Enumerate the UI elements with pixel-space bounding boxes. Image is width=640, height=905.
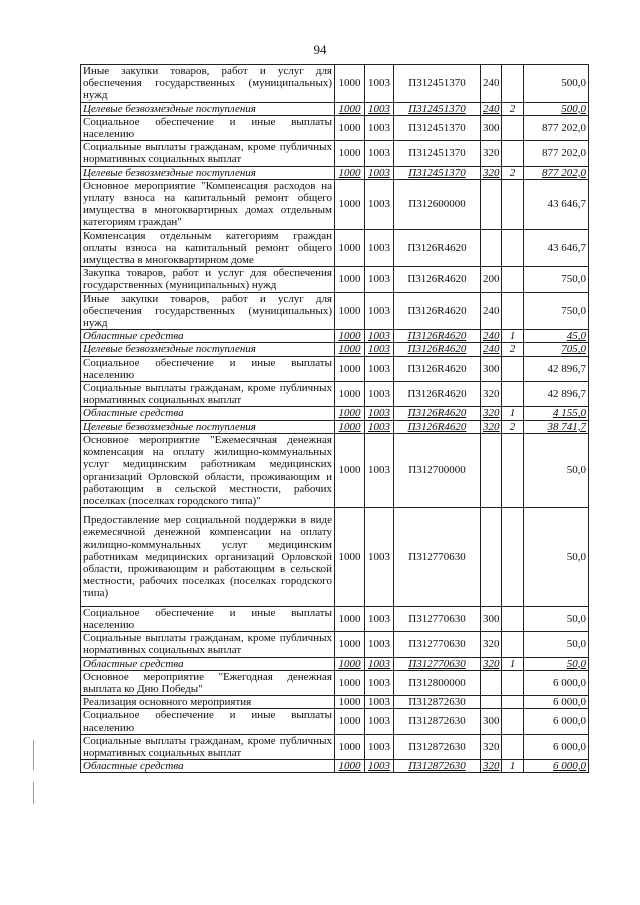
section-code-cell: 1000	[335, 407, 365, 420]
row-name-cell: Реализация основного мероприятия	[81, 696, 335, 709]
amount-cell: 43 646,7	[524, 229, 589, 267]
funding-source-code-cell	[502, 734, 524, 759]
funding-source-code-cell	[502, 292, 524, 330]
row-name-cell: Областные средства	[81, 760, 335, 773]
target-article-code-cell: П312451370	[394, 102, 481, 115]
budget-table	[80, 64, 589, 773]
amount-cell: 45,0	[524, 330, 589, 343]
amount-cell: 500,0	[524, 65, 589, 103]
funding-source-code-cell	[502, 65, 524, 103]
table-row	[81, 420, 589, 433]
subsection-code-cell: 1003	[365, 343, 394, 356]
subsection-code-cell: 1003	[365, 760, 394, 773]
table-row	[81, 696, 589, 709]
row-name-cell: Социальное обеспечение и иные выплаты населению	[81, 115, 335, 140]
target-article-code-cell: П3126R4620	[394, 420, 481, 433]
table-row	[81, 229, 589, 267]
budget-table-body	[81, 65, 589, 773]
table-row	[81, 343, 589, 356]
amount-cell: 877 202,0	[524, 115, 589, 140]
subsection-code-cell: 1003	[365, 606, 394, 631]
row-name-cell: Областные средства	[81, 330, 335, 343]
target-article-code-cell: П312700000	[394, 433, 481, 507]
target-article-code-cell: П312872630	[394, 696, 481, 709]
table-row	[81, 356, 589, 381]
funding-source-code-cell: 2	[502, 166, 524, 179]
expense-type-code-cell: 240	[481, 292, 502, 330]
row-name-cell: Социальные выплаты гражданам, кроме публичных нормативных социальных выплат	[81, 632, 335, 657]
funding-source-code-cell	[502, 229, 524, 267]
section-code-cell: 1000	[335, 670, 365, 695]
expense-type-code-cell: 320	[481, 760, 502, 773]
table-row	[81, 102, 589, 115]
table-row	[81, 709, 589, 734]
table-row	[81, 141, 589, 166]
section-code-cell: 1000	[335, 115, 365, 140]
section-code-cell: 1000	[335, 330, 365, 343]
table-row	[81, 606, 589, 631]
section-code-cell: 1000	[335, 508, 365, 607]
row-name-cell: Целевые безвозмездные поступления	[81, 343, 335, 356]
expense-type-code-cell	[481, 433, 502, 507]
table-row	[81, 670, 589, 695]
row-name-cell: Социальное обеспечение и иные выплаты населению	[81, 709, 335, 734]
funding-source-code-cell	[502, 696, 524, 709]
subsection-code-cell: 1003	[365, 734, 394, 759]
amount-cell: 500,0	[524, 102, 589, 115]
funding-source-code-cell: 2	[502, 420, 524, 433]
target-article-code-cell: П312451370	[394, 141, 481, 166]
target-article-code-cell: П312600000	[394, 179, 481, 229]
section-code-cell: 1000	[335, 102, 365, 115]
amount-cell: 6 000,0	[524, 734, 589, 759]
row-name-cell: Компенсация отдельным категориям граждан оплаты взноса на капитальный ремонт общего имущества в многоквартирном доме	[81, 229, 335, 267]
subsection-code-cell: 1003	[365, 356, 394, 381]
amount-cell: 6 000,0	[524, 709, 589, 734]
expense-type-code-cell: 320	[481, 382, 502, 407]
amount-cell: 6 000,0	[524, 696, 589, 709]
subsection-code-cell: 1003	[365, 632, 394, 657]
expense-type-code-cell: 300	[481, 606, 502, 631]
table-row	[81, 115, 589, 140]
amount-cell: 6 000,0	[524, 760, 589, 773]
row-name-cell: Социальные выплаты гражданам, кроме публичных нормативных социальных выплат	[81, 141, 335, 166]
scan-margin-mark	[33, 782, 34, 804]
target-article-code-cell: П312770630	[394, 657, 481, 670]
row-name-cell: Областные средства	[81, 657, 335, 670]
table-row	[81, 407, 589, 420]
target-article-code-cell: П3126R4620	[394, 356, 481, 381]
expense-type-code-cell	[481, 229, 502, 267]
page-number: 94	[313, 42, 327, 57]
expense-type-code-cell: 300	[481, 356, 502, 381]
table-row	[81, 179, 589, 229]
expense-type-code-cell: 320	[481, 420, 502, 433]
amount-cell: 50,0	[524, 433, 589, 507]
expense-type-code-cell: 320	[481, 657, 502, 670]
expense-type-code-cell: 240	[481, 102, 502, 115]
section-code-cell: 1000	[335, 657, 365, 670]
target-article-code-cell: П312800000	[394, 670, 481, 695]
funding-source-code-cell	[502, 179, 524, 229]
row-name-cell: Иные закупки товаров, работ и услуг для обеспечения государственных (муниципальных) нужд	[81, 292, 335, 330]
expense-type-code-cell	[481, 508, 502, 607]
scan-margin-mark	[33, 740, 34, 770]
subsection-code-cell: 1003	[365, 433, 394, 507]
target-article-code-cell: П312872630	[394, 760, 481, 773]
row-name-cell: Социальное обеспечение и иные выплаты населению	[81, 606, 335, 631]
section-code-cell: 1000	[335, 632, 365, 657]
expense-type-code-cell: 320	[481, 632, 502, 657]
subsection-code-cell: 1003	[365, 508, 394, 607]
target-article-code-cell: П312451370	[394, 115, 481, 140]
subsection-code-cell: 1003	[365, 670, 394, 695]
amount-cell: 42 896,7	[524, 382, 589, 407]
expense-type-code-cell: 320	[481, 734, 502, 759]
expense-type-code-cell: 240	[481, 343, 502, 356]
section-code-cell: 1000	[335, 420, 365, 433]
row-name-cell: Целевые безвозмездные поступления	[81, 420, 335, 433]
section-code-cell: 1000	[335, 433, 365, 507]
target-article-code-cell: П312770630	[394, 606, 481, 631]
funding-source-code-cell: 1	[502, 657, 524, 670]
target-article-code-cell: П3126R4620	[394, 292, 481, 330]
row-name-cell: Целевые безвозмездные поступления	[81, 102, 335, 115]
subsection-code-cell: 1003	[365, 709, 394, 734]
funding-source-code-cell	[502, 115, 524, 140]
subsection-code-cell: 1003	[365, 102, 394, 115]
subsection-code-cell: 1003	[365, 65, 394, 103]
expense-type-code-cell: 300	[481, 115, 502, 140]
funding-source-code-cell	[502, 433, 524, 507]
amount-cell: 705,0	[524, 343, 589, 356]
amount-cell: 43 646,7	[524, 179, 589, 229]
table-row	[81, 433, 589, 507]
expense-type-code-cell: 320	[481, 141, 502, 166]
table-row	[81, 292, 589, 330]
table-row	[81, 330, 589, 343]
subsection-code-cell: 1003	[365, 407, 394, 420]
expense-type-code-cell: 200	[481, 267, 502, 292]
row-name-cell: Закупка товаров, работ и услуг для обеспечения государственных (муниципальных) нужд	[81, 267, 335, 292]
section-code-cell: 1000	[335, 267, 365, 292]
section-code-cell: 1000	[335, 292, 365, 330]
expense-type-code-cell: 320	[481, 407, 502, 420]
section-code-cell: 1000	[335, 179, 365, 229]
amount-cell: 6 000,0	[524, 670, 589, 695]
table-row	[81, 632, 589, 657]
section-code-cell: 1000	[335, 734, 365, 759]
section-code-cell: 1000	[335, 696, 365, 709]
row-name-cell: Областные средства	[81, 407, 335, 420]
subsection-code-cell: 1003	[365, 420, 394, 433]
amount-cell: 877 202,0	[524, 141, 589, 166]
section-code-cell: 1000	[335, 343, 365, 356]
target-article-code-cell: П3126R4620	[394, 407, 481, 420]
table-row	[81, 267, 589, 292]
subsection-code-cell: 1003	[365, 657, 394, 670]
subsection-code-cell: 1003	[365, 382, 394, 407]
expense-type-code-cell: 320	[481, 166, 502, 179]
funding-source-code-cell	[502, 267, 524, 292]
funding-source-code-cell	[502, 508, 524, 607]
target-article-code-cell: П312770630	[394, 632, 481, 657]
section-code-cell: 1000	[335, 760, 365, 773]
table-row	[81, 166, 589, 179]
row-name-cell: Основное мероприятие "Ежемесячная денежная компенсация на оплату жилищно-коммунальных услуг медицинским работникам медицинских организаций Орловской области, проживающим и работающим в сельской местности, рабочих поселках (поселках городского типа)"	[81, 433, 335, 507]
funding-source-code-cell: 1	[502, 407, 524, 420]
table-row	[81, 734, 589, 759]
section-code-cell: 1000	[335, 382, 365, 407]
funding-source-code-cell	[502, 141, 524, 166]
row-name-cell: Иные закупки товаров, работ и услуг для обеспечения государственных (муниципальных) нужд	[81, 65, 335, 103]
section-code-cell: 1000	[335, 65, 365, 103]
table-row	[81, 760, 589, 773]
subsection-code-cell: 1003	[365, 179, 394, 229]
subsection-code-cell: 1003	[365, 330, 394, 343]
table-row	[81, 382, 589, 407]
table-row	[81, 657, 589, 670]
row-name-cell: Предоставление мер социальной поддержки в виде ежемесячной денежной компенсации на оплату жилищно-коммунальных услуг медицинским работникам медицинских организаций Орловской области, проживающим и работающим в сельской местности, рабочих поселках (поселках городского типа)	[81, 508, 335, 607]
target-article-code-cell: П312451370	[394, 65, 481, 103]
table-row	[81, 65, 589, 103]
section-code-cell: 1000	[335, 229, 365, 267]
funding-source-code-cell: 2	[502, 343, 524, 356]
section-code-cell: 1000	[335, 356, 365, 381]
target-article-code-cell: П312872630	[394, 709, 481, 734]
amount-cell: 750,0	[524, 292, 589, 330]
amount-cell: 4 155,0	[524, 407, 589, 420]
row-name-cell: Целевые безвозмездные поступления	[81, 166, 335, 179]
amount-cell: 50,0	[524, 632, 589, 657]
subsection-code-cell: 1003	[365, 166, 394, 179]
expense-type-code-cell	[481, 670, 502, 695]
amount-cell: 877 202,0	[524, 166, 589, 179]
funding-source-code-cell: 1	[502, 330, 524, 343]
subsection-code-cell: 1003	[365, 267, 394, 292]
funding-source-code-cell: 1	[502, 760, 524, 773]
expense-type-code-cell	[481, 179, 502, 229]
row-name-cell: Социальные выплаты гражданам, кроме публичных нормативных социальных выплат	[81, 734, 335, 759]
section-code-cell: 1000	[335, 709, 365, 734]
section-code-cell: 1000	[335, 166, 365, 179]
target-article-code-cell: П312451370	[394, 166, 481, 179]
target-article-code-cell: П312872630	[394, 734, 481, 759]
expense-type-code-cell: 240	[481, 330, 502, 343]
expense-type-code-cell: 300	[481, 709, 502, 734]
funding-source-code-cell	[502, 632, 524, 657]
target-article-code-cell: П3126R4620	[394, 229, 481, 267]
funding-source-code-cell	[502, 356, 524, 381]
subsection-code-cell: 1003	[365, 115, 394, 140]
row-name-cell: Основное мероприятие "Компенсация расходов на уплату взноса на капитальный ремонт общего имущества в многоквартирных домах отдельным категориям граждан"	[81, 179, 335, 229]
amount-cell: 42 896,7	[524, 356, 589, 381]
amount-cell: 750,0	[524, 267, 589, 292]
funding-source-code-cell	[502, 670, 524, 695]
funding-source-code-cell	[502, 382, 524, 407]
amount-cell: 50,0	[524, 508, 589, 607]
subsection-code-cell: 1003	[365, 141, 394, 166]
subsection-code-cell: 1003	[365, 229, 394, 267]
row-name-cell: Социальное обеспечение и иные выплаты населению	[81, 356, 335, 381]
funding-source-code-cell	[502, 709, 524, 734]
row-name-cell: Социальные выплаты гражданам, кроме публичных нормативных социальных выплат	[81, 382, 335, 407]
target-article-code-cell: П312770630	[394, 508, 481, 607]
target-article-code-cell: П3126R4620	[394, 267, 481, 292]
table-row	[81, 508, 589, 607]
section-code-cell: 1000	[335, 141, 365, 166]
amount-cell: 50,0	[524, 657, 589, 670]
expense-type-code-cell	[481, 696, 502, 709]
row-name-cell: Основное мероприятие "Ежегодная денежная выплата ко Дню Победы"	[81, 670, 335, 695]
section-code-cell: 1000	[335, 606, 365, 631]
target-article-code-cell: П3126R4620	[394, 330, 481, 343]
expense-type-code-cell: 240	[481, 65, 502, 103]
amount-cell: 38 741,7	[524, 420, 589, 433]
amount-cell: 50,0	[524, 606, 589, 631]
target-article-code-cell: П3126R4620	[394, 382, 481, 407]
funding-source-code-cell	[502, 606, 524, 631]
subsection-code-cell: 1003	[365, 292, 394, 330]
subsection-code-cell: 1003	[365, 696, 394, 709]
funding-source-code-cell: 2	[502, 102, 524, 115]
target-article-code-cell: П3126R4620	[394, 343, 481, 356]
